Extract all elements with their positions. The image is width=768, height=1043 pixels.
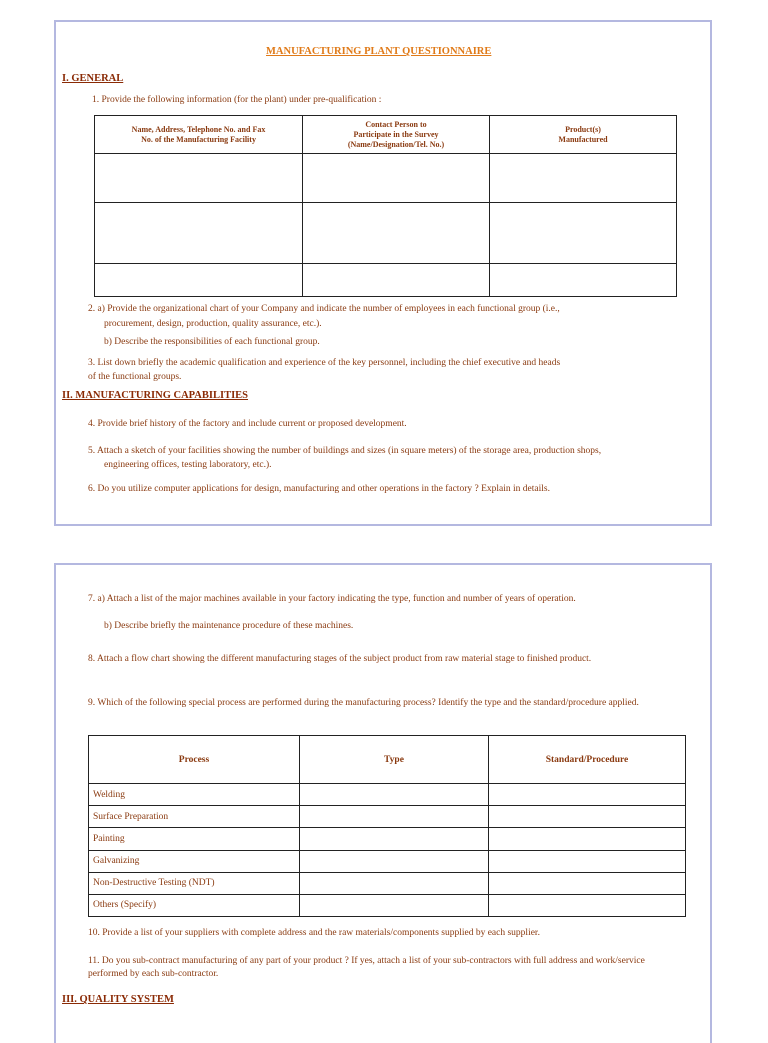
table-cell[interactable]	[303, 203, 490, 263]
table-cell[interactable]	[95, 154, 303, 203]
table-cell[interactable]	[300, 784, 489, 806]
table-cell[interactable]	[490, 263, 677, 296]
question-8: 8. Attach a flow chart showing the different manufacturing stages of the subject product from raw material stage to finished product.	[88, 654, 592, 664]
table-cell[interactable]	[95, 263, 303, 296]
question-1: 1. Provide the following information (for the plant) under pre-qualification :	[92, 95, 382, 105]
question-7b: b) Describe briefly the maintenance procedure of these machines.	[104, 621, 354, 631]
question-2a-line-1: 2. a) Provide the organizational chart of your Company and indicate the number of employees in each functional group (i.e.,	[88, 304, 560, 314]
plant-table-header-contact: Contact Person to Participate in the Survey (Name/Designation/Tel. No.)	[303, 116, 490, 154]
process-table-header-standard: Standard/Procedure	[489, 736, 686, 784]
question-11-line-1: 11. Do you sub-contract manufacturing of any part of your product ? If yes, attach a list of your sub-contractors with full address and work/service	[88, 956, 645, 966]
section-general-heading: I. GENERAL	[62, 73, 124, 84]
process-name-painting: Painting	[89, 828, 300, 850]
table-cell[interactable]	[489, 828, 686, 850]
table-cell[interactable]	[489, 894, 686, 916]
table-cell[interactable]	[95, 203, 303, 263]
question-6: 6. Do you utilize computer applications for design, manufacturing and other operations in the factory ? Explain in details.	[88, 484, 550, 494]
question-11-line-2: performed by each sub-contractor.	[88, 969, 219, 979]
process-name-others: Others (Specify)	[89, 894, 300, 916]
question-4: 4. Provide brief history of the factory and include current or proposed development.	[88, 419, 407, 429]
table-cell[interactable]	[489, 872, 686, 894]
process-name-welding: Welding	[89, 784, 300, 806]
table-cell[interactable]	[303, 263, 490, 296]
document-title: MANUFACTURING PLANT QUESTIONNAIRE	[266, 46, 492, 57]
process-table-header-process: Process	[89, 736, 300, 784]
page-1	[54, 20, 712, 526]
table-cell[interactable]	[489, 784, 686, 806]
question-2b: b) Describe the responsibilities of each functional group.	[104, 337, 320, 347]
table-cell[interactable]	[489, 806, 686, 828]
plant-table-header-facility: Name, Address, Telephone No. and Fax No. of the Manufacturing Facility	[95, 116, 303, 154]
section-quality-heading: III. QUALITY SYSTEM	[62, 994, 174, 1005]
question-7a: 7. a) Attach a list of the major machines available in your factory indicating the type, function and number of years of operation.	[88, 594, 576, 604]
table-cell[interactable]	[300, 894, 489, 916]
table-cell[interactable]	[490, 203, 677, 263]
table-cell[interactable]	[300, 806, 489, 828]
page-2	[54, 563, 712, 1043]
plant-table-header-products: Product(s) Manufactured	[490, 116, 677, 154]
question-9: 9. Which of the following special process are performed during the manufacturing process? Identify the type and the standard/procedure applied.	[88, 698, 639, 708]
question-3-line-1: 3. List down briefly the academic qualification and experience of the key personnel, including the chief executive and heads	[88, 358, 561, 368]
process-name-ndt: Non-Destructive Testing (NDT)	[89, 872, 300, 894]
question-5-line-2: engineering offices, testing laboratory, etc.).	[104, 460, 272, 470]
plant-info-table	[94, 115, 677, 297]
special-process-table	[88, 735, 686, 917]
process-name-surface-preparation: Surface Preparation	[89, 806, 300, 828]
table-cell[interactable]	[303, 154, 490, 203]
question-10: 10. Provide a list of your suppliers with complete address and the raw materials/components supplied by each supplier.	[88, 928, 540, 938]
question-5-line-1: 5. Attach a sketch of your facilities showing the number of buildings and sizes (in square meters) of the storage area, production shops,	[88, 446, 602, 456]
table-cell[interactable]	[300, 850, 489, 872]
table-cell[interactable]	[300, 872, 489, 894]
table-cell[interactable]	[489, 850, 686, 872]
section-capabilities-heading: II. MANUFACTURING CAPABILITIES	[62, 390, 249, 401]
process-name-galvanizing: Galvanizing	[89, 850, 300, 872]
process-table-header-type: Type	[300, 736, 489, 784]
question-3-line-2: of the functional groups.	[88, 372, 182, 382]
question-2a-line-2: procurement, design, production, quality assurance, etc.).	[104, 319, 322, 329]
table-cell[interactable]	[300, 828, 489, 850]
table-cell[interactable]	[490, 154, 677, 203]
